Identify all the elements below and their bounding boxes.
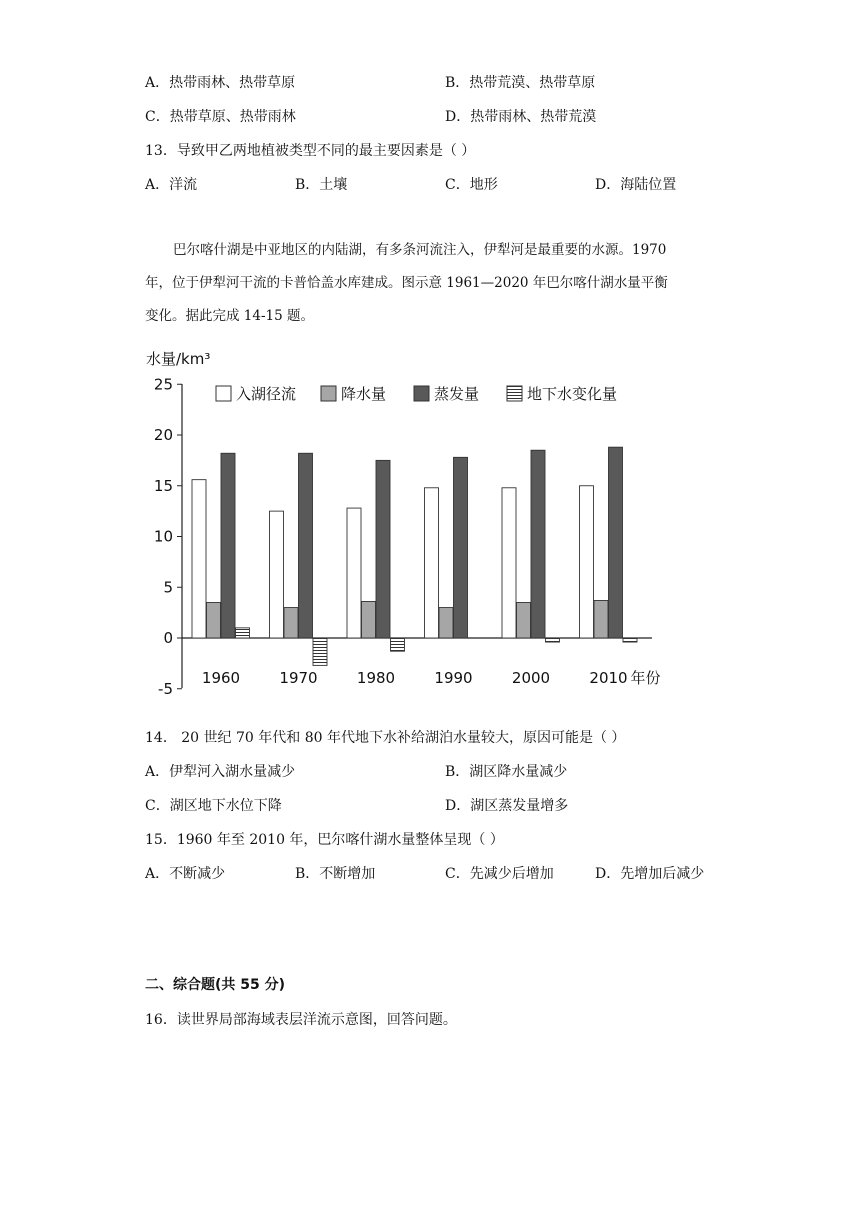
bar-入湖径流-1970: [270, 511, 284, 638]
x-tick-label: 2000: [511, 669, 551, 687]
q14-option-d: D．湖区蒸发量增多: [445, 798, 569, 814]
passage: [145, 234, 725, 333]
bar-蒸发量-1970: [299, 453, 313, 638]
legend-label: 降水量: [341, 385, 387, 403]
legend-swatch-蒸发量: [414, 386, 429, 401]
legend-swatch-地下水变化量: [507, 386, 522, 401]
bar-入湖径流-2000: [502, 488, 516, 638]
bar-入湖径流-1960: [192, 480, 206, 638]
q12-option-b: B．热带荒漠、热带草原: [445, 75, 596, 91]
q14-option-b: B．湖区降水量减少: [445, 764, 568, 780]
q13-option-a: A．洋流: [145, 177, 198, 193]
x-tick-label: 2010: [589, 669, 628, 687]
passage-line-2: 年，位于伊犁河干流的卡普恰盖水库建成。图示意 1961—2020 年巴尔喀什湖水量平衡: [145, 275, 668, 291]
q15-stem: 15．1960 年至 2010 年，巴尔喀什湖水量整体呈现（ ）: [145, 832, 504, 848]
legend-swatch-入湖径流: [216, 386, 231, 401]
q16-stem: 16．读世界局部海域表层洋流示意图，回答问题。: [145, 1012, 457, 1028]
q13-option-b: B．土壤: [295, 177, 348, 193]
q14-stem: 14． 20 世纪 70 年代和 80 年代地下水补给湖泊水量较大，原因可能是（ ）: [145, 730, 626, 746]
bar-地下水变化量-1960: [236, 628, 250, 638]
passage-line-1: 巴尔喀什湖是中亚地区的内陆湖，有多条河流注入，伊犁河是最重要的水源。1970: [173, 242, 667, 258]
bar-地下水变化量-2000: [546, 638, 560, 642]
bar-蒸发量-2000: [531, 450, 545, 638]
water-balance-chart: [140, 340, 670, 700]
q15-option-d: D．先增加后减少: [595, 866, 705, 882]
y-tick-label: 15: [153, 476, 173, 495]
q12-option-a: A．热带雨林、热带草原: [145, 75, 296, 91]
bar-降水量-1970: [284, 608, 298, 638]
bar-蒸发量-1980: [376, 460, 390, 638]
legend-label: 蒸发量: [434, 385, 480, 403]
y-tick-label: 25: [153, 375, 173, 394]
bar-降水量-2000: [517, 602, 531, 638]
y-tick-label: 10: [153, 527, 173, 546]
q14-option-a: A．伊犁河入湖水量减少: [145, 764, 296, 780]
bar-蒸发量-1990: [454, 457, 468, 638]
bar-地下水变化量-1980: [391, 638, 405, 651]
y-axis-label: 水量/km³: [146, 350, 211, 368]
section-title: 二、综合题(共 55 分): [145, 977, 286, 993]
bar-降水量-2010: [594, 600, 608, 638]
q12-option-c: C．热带草原、热带雨林: [145, 109, 296, 125]
bar-蒸发量-1960: [221, 453, 235, 638]
bar-入湖径流-1980: [347, 508, 361, 638]
bar-降水量-1980: [362, 601, 376, 638]
x-tick-label: 1990: [434, 669, 473, 687]
legend-swatch-降水量: [321, 386, 336, 401]
y-tick-label: 5: [163, 578, 173, 597]
bar-入湖径流-1990: [425, 488, 439, 638]
x-axis-label: 年份: [630, 669, 661, 687]
y-tick-label: 0: [163, 629, 173, 647]
q12-option-d: D．热带雨林、热带荒漠: [445, 109, 597, 125]
x-tick-label: 1970: [279, 669, 318, 687]
bar-地下水变化量-2010: [623, 638, 637, 642]
x-tick-label: 1960: [201, 669, 241, 687]
bar-地下水变化量-1970: [313, 638, 327, 665]
q14-option-c: C．湖区地下水位下降: [145, 798, 282, 814]
bar-降水量-1960: [207, 602, 221, 638]
q15-option-a: A．不断减少: [145, 866, 226, 882]
q13-option-d: D．海陆位置: [595, 177, 677, 193]
x-tick-label: 1980: [356, 669, 396, 687]
legend-label: 入湖径流: [236, 385, 297, 403]
legend-label: 地下水变化量: [527, 385, 618, 403]
q15-option-b: B．不断增加: [295, 866, 376, 882]
q13-option-c: C．地形: [445, 177, 498, 193]
bar-降水量-1990: [439, 608, 453, 638]
passage-line-3: 变化。据此完成 14-15 题。: [145, 308, 315, 324]
y-tick-label: -5: [158, 679, 173, 698]
bar-蒸发量-2010: [609, 447, 623, 638]
bar-入湖径流-2010: [580, 486, 594, 638]
q13-stem: 13．导致甲乙两地植被类型不同的最主要因素是（ ）: [145, 143, 476, 159]
q15-option-c: C．先减少后增加: [445, 866, 554, 882]
y-tick-label: 20: [153, 426, 173, 444]
